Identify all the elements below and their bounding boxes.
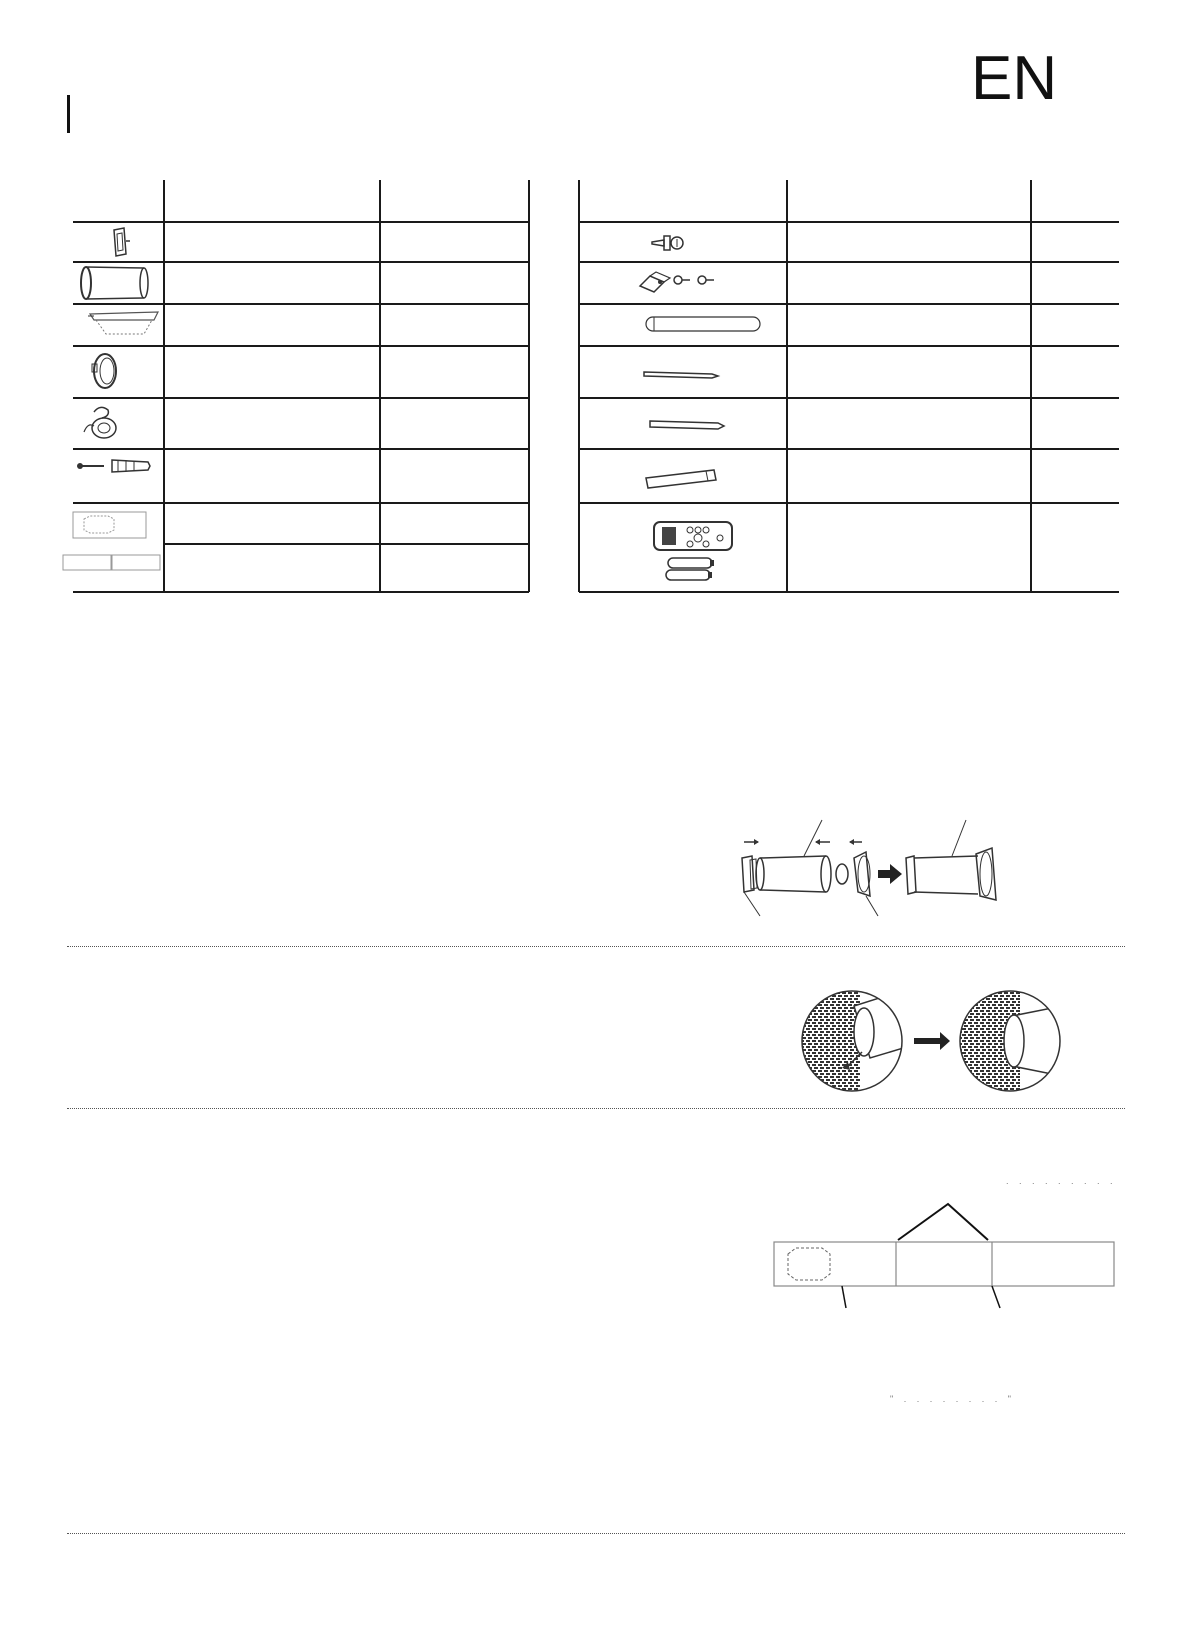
table-rule: [579, 345, 1119, 347]
panel-extension-icon: [62, 554, 162, 572]
foam-rod-icon: [644, 314, 764, 336]
window-adapter-icon: [100, 226, 140, 258]
table-rule: [163, 543, 529, 545]
foam-strip-long-icon: [642, 366, 722, 382]
remote-control-and-batteries-icon: [650, 520, 736, 586]
table-rule: [579, 448, 1119, 450]
bracket-and-screws-icon: [636, 268, 716, 298]
table-rule: [579, 502, 1119, 504]
hose-wall-attachment-diagram-icon: [800, 986, 1070, 1096]
table-column-rule: [786, 180, 788, 592]
table-rule: [579, 221, 1119, 223]
drain-connector-icon: [80, 402, 124, 442]
table-rule: [73, 448, 529, 450]
section-divider: [67, 946, 1125, 947]
window-slider-adapter-icon: [86, 308, 166, 340]
table-rule: [73, 345, 529, 347]
table-rule: [579, 261, 1119, 263]
section-divider: [67, 1533, 1125, 1534]
table-column-rule: [379, 180, 381, 592]
table-rule: [579, 397, 1119, 399]
table-rule: [73, 591, 529, 593]
table-rule: [579, 591, 1119, 593]
exhaust-hose-icon: [78, 264, 152, 302]
table-rule: [73, 397, 529, 399]
section-divider: [67, 1108, 1125, 1109]
window-panel-icon: [72, 511, 148, 539]
table-column-rule: [163, 180, 165, 592]
figure-label-faint: . . . . . . . . .: [1006, 1176, 1117, 1186]
table-column-rule: [1030, 180, 1032, 592]
table-rule: [73, 261, 529, 263]
table-rule: [73, 502, 529, 504]
table-rule: [73, 221, 529, 223]
foam-block-icon: [644, 464, 720, 492]
table-rule: [579, 303, 1119, 305]
bolt-icon: [650, 230, 686, 256]
hose-clamp-ring-icon: [88, 350, 124, 392]
window-panel-assembly-diagram-icon: [770, 1196, 1120, 1312]
foam-strip-short-icon: [648, 416, 728, 432]
figure-label-faint: " . . . . . . . . ": [890, 1394, 1015, 1404]
screw-and-anchor-icon: [74, 454, 154, 478]
table-column-rule: [578, 180, 580, 592]
hose-assembly-diagram-icon: [730, 812, 1010, 922]
language-code: EN: [971, 44, 1058, 113]
table-rule: [73, 303, 529, 305]
table-column-rule: [528, 180, 530, 592]
accessories-table: [0, 0, 1191, 600]
